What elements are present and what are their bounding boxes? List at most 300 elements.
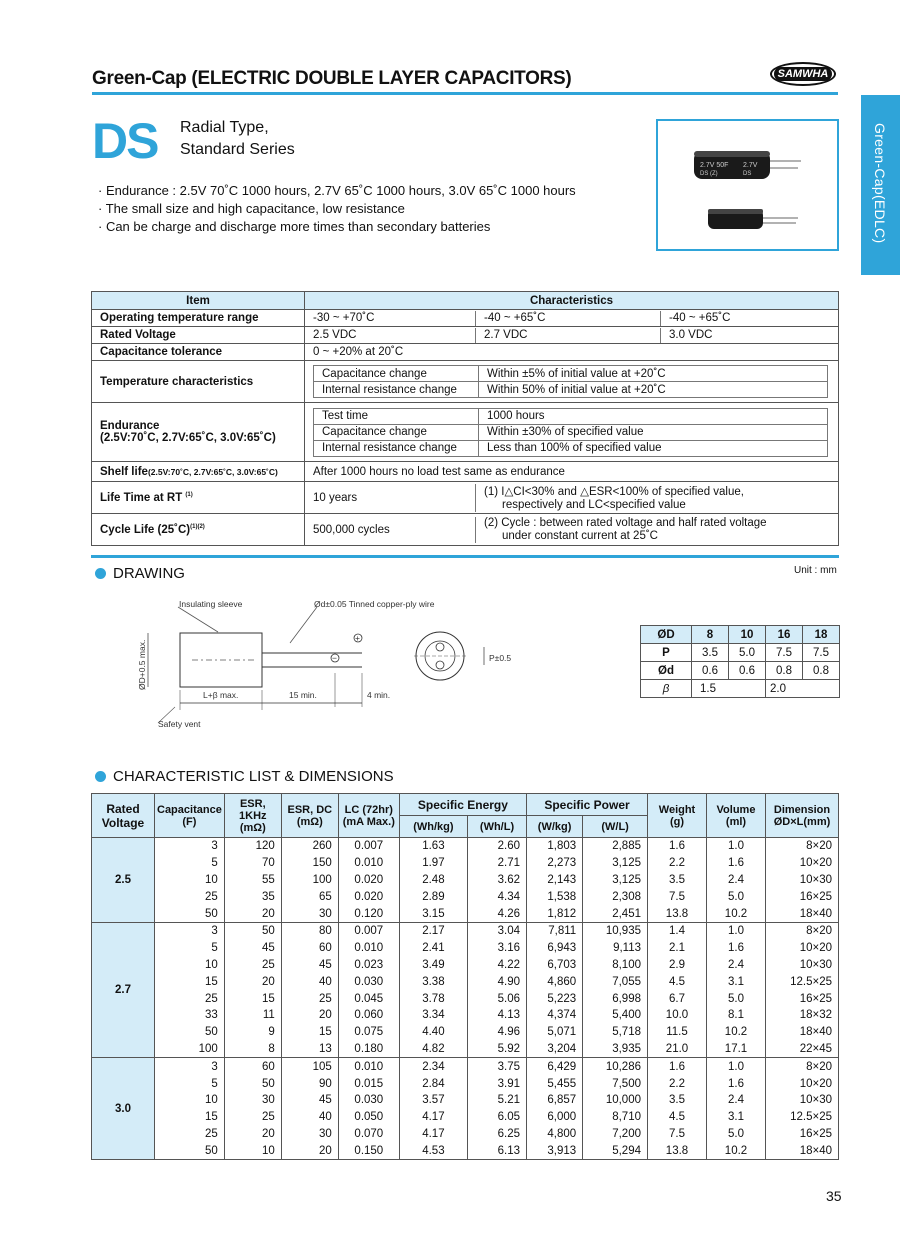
table-cell: 100 [155, 1041, 225, 1058]
dimension-header [766, 794, 839, 838]
table-cell: 45 [281, 1092, 338, 1109]
photo-label: DS [743, 171, 752, 177]
dim-cell: 5.0 [729, 644, 766, 662]
table-cell: 150 [281, 855, 338, 872]
table-cell: 3.75 [468, 1058, 527, 1075]
note-2 [476, 517, 839, 543]
table-cell: 2.4 [707, 957, 766, 974]
table-cell: 0.010 [338, 940, 399, 957]
table-cell: 6,000 [527, 1109, 583, 1126]
cycle-life-sup: (1)(2) [190, 523, 205, 530]
shelf-life-label [92, 462, 305, 482]
item-header: Item [92, 292, 305, 310]
table-cell: 11 [224, 1007, 281, 1024]
table-cell: 5.0 [707, 888, 766, 905]
series-subtitle-1: Radial Type, [180, 119, 269, 136]
table-cell: 4.90 [468, 973, 527, 990]
rated-voltage-label: Rated Voltage [92, 327, 305, 344]
table-cell: 8 [224, 1041, 281, 1058]
table-cell: 10×30 [766, 872, 839, 889]
endur-row-value: Less than 100% of specified value [479, 440, 828, 456]
life-time-label-text: Life Time at RT [100, 491, 183, 504]
table-cell: 2.48 [399, 872, 467, 889]
table-cell: 3.15 [399, 905, 467, 922]
photo-label: 2.7V 50F [700, 162, 729, 169]
op-range-3-0: -40 ~ +65˚C [669, 312, 731, 324]
sp-w-l-header: (W/L) [583, 816, 648, 838]
table-cell: 20 [281, 1007, 338, 1024]
table-cell: 4.5 [648, 973, 707, 990]
table-cell: 1.0 [707, 922, 766, 939]
table-cell: 16×25 [766, 990, 839, 1007]
cycle-life-label [92, 514, 305, 546]
life-time-value: 10 years [305, 484, 476, 512]
table-cell: 4,374 [527, 1007, 583, 1024]
table-cell: 5.06 [468, 990, 527, 1007]
table-cell: 40 [281, 1109, 338, 1126]
table-cell: 17.1 [707, 1041, 766, 1058]
lead-4-label: 4 min. [367, 690, 391, 700]
dim-cell: 7.5 [803, 644, 840, 662]
table-cell: 13.8 [648, 1142, 707, 1159]
table-cell: 20 [224, 905, 281, 922]
table-cell: 50 [224, 1075, 281, 1092]
note-2-line-2: under constant current at 25˚C [502, 529, 658, 542]
dim-cell: 16 [766, 626, 803, 644]
table-cell: 11.5 [648, 1024, 707, 1041]
table-cell: 5 [155, 855, 225, 872]
table-cell: 15 [224, 990, 281, 1007]
table-cell: 10.2 [707, 905, 766, 922]
table-row [92, 990, 839, 1007]
table-cell: 50 [155, 905, 225, 922]
table-cell: 20 [224, 1126, 281, 1143]
rated-2-7: 2.7 VDC [476, 328, 661, 343]
table-cell: 8×20 [766, 922, 839, 939]
table-cell: 45 [224, 940, 281, 957]
table-cell: 45 [281, 957, 338, 974]
table-cell: 2.2 [648, 855, 707, 872]
table-cell: 5.0 [707, 990, 766, 1007]
hdr-line: Volume [716, 803, 756, 816]
table-cell: 5,294 [583, 1142, 648, 1159]
life-time-label [92, 482, 305, 514]
table-cell: 5,223 [527, 990, 583, 1007]
char-list-title: CHARACTERISTIC LIST & DIMENSIONS [113, 768, 394, 785]
table-cell: 1.6 [707, 940, 766, 957]
table-cell: 2,308 [583, 888, 648, 905]
table-cell: 8.1 [707, 1007, 766, 1024]
dim-cell: 8 [692, 626, 729, 644]
hdr-line: Weight [658, 803, 696, 816]
table-cell: 7,055 [583, 973, 648, 990]
table-cell: 3,204 [527, 1041, 583, 1058]
table-cell: 10.0 [648, 1007, 707, 1024]
table-cell: 4.34 [468, 888, 527, 905]
table-cell: 6,857 [527, 1092, 583, 1109]
table-row [92, 1041, 839, 1058]
table-cell: 4.13 [468, 1007, 527, 1024]
table-cell: 5.21 [468, 1092, 527, 1109]
vent-label: Safety vent [158, 719, 201, 729]
section-divider [91, 555, 839, 558]
table-cell: 18×32 [766, 1007, 839, 1024]
table-cell: 2.34 [399, 1058, 467, 1075]
table-cell: 3.5 [648, 872, 707, 889]
table-cell: 4.53 [399, 1142, 467, 1159]
op-range-label: Operating temperature range [92, 310, 305, 327]
table-cell: 2.84 [399, 1075, 467, 1092]
feature-item: · The small size and high capacitance, low resistance [98, 201, 405, 216]
rated-voltage-cell: 2.7 [92, 922, 155, 1057]
table-cell: 15 [281, 1024, 338, 1041]
table-cell: 1,803 [527, 838, 583, 855]
table-cell: 120 [224, 838, 281, 855]
table-cell: 7.5 [648, 888, 707, 905]
table-cell: 50 [155, 1142, 225, 1159]
table-cell: 0.007 [338, 922, 399, 939]
table-cell: 25 [224, 957, 281, 974]
table-cell: 16×25 [766, 888, 839, 905]
table-cell: 20 [224, 973, 281, 990]
temp-row-value: Within ±5% of initial value at +20˚C [479, 366, 828, 382]
tolerance-value: 0 ~ +20% at 20˚C [305, 344, 839, 361]
table-cell: 2.89 [399, 888, 467, 905]
table-cell: 3.16 [468, 940, 527, 957]
table-cell: 3.78 [399, 990, 467, 1007]
endur-row-value: 1000 hours [479, 408, 828, 424]
endur-row-value: Within ±30% of specified value [479, 424, 828, 440]
page-number: 35 [826, 1188, 842, 1204]
op-range-2-7: -40 ~ +65˚C [476, 311, 661, 326]
dim-head: β [641, 680, 692, 698]
table-cell: 2,451 [583, 905, 648, 922]
table-cell: 1.6 [648, 1058, 707, 1075]
table-cell: 3 [155, 838, 225, 855]
table-cell: 10×20 [766, 855, 839, 872]
table-cell: 18×40 [766, 905, 839, 922]
table-cell: 10 [155, 957, 225, 974]
table-cell: 4.17 [399, 1109, 467, 1126]
table-cell: 1.6 [648, 838, 707, 855]
table-cell: 30 [281, 905, 338, 922]
table-cell: 9,113 [583, 940, 648, 957]
dim-cell: 1.5 [692, 680, 766, 698]
esr-ac-header [224, 794, 281, 838]
table-row [92, 1142, 839, 1159]
table-row [92, 922, 839, 939]
table-cell: 10 [155, 872, 225, 889]
hdr-line: Dimension [773, 803, 831, 816]
table-cell: 6,429 [527, 1058, 583, 1075]
table-cell: 7,811 [527, 922, 583, 939]
characteristic-list-table [91, 793, 839, 1160]
table-cell: 0.150 [338, 1142, 399, 1159]
table-cell: 1.6 [707, 855, 766, 872]
table-cell: 25 [155, 1126, 225, 1143]
table-cell: 100 [281, 872, 338, 889]
dim-cell: 0.6 [729, 662, 766, 680]
table-cell: 0.030 [338, 973, 399, 990]
table-cell: 2.9 [648, 957, 707, 974]
table-cell: 10×20 [766, 940, 839, 957]
rated-3-0: 3.0 VDC [669, 329, 713, 341]
table-cell: 10,000 [583, 1092, 648, 1109]
hdr-line: LC (72hr) [344, 803, 393, 816]
table-cell: 3 [155, 1058, 225, 1075]
table-cell: 2.4 [707, 1092, 766, 1109]
specific-energy-header: Specific Energy [399, 794, 526, 816]
table-cell: 1.97 [399, 855, 467, 872]
table-cell: 20 [281, 1142, 338, 1159]
table-cell: 60 [281, 940, 338, 957]
op-range-2-5: -30 ~ +70˚C [305, 311, 476, 326]
table-cell: 30 [224, 1092, 281, 1109]
table-cell: 260 [281, 838, 338, 855]
table-cell: 2.1 [648, 940, 707, 957]
table-cell: 25 [281, 990, 338, 1007]
specification-table [91, 291, 839, 546]
table-cell: 0.020 [338, 888, 399, 905]
table-cell: 0.075 [338, 1024, 399, 1041]
table-cell: 70 [224, 855, 281, 872]
shelf-life-label-text: Shelf life [100, 465, 148, 478]
cycle-life-label-text: Cycle Life (25˚C) [100, 523, 191, 536]
title-divider [92, 92, 838, 95]
table-cell: 40 [281, 973, 338, 990]
table-cell: 3,125 [583, 855, 648, 872]
table-cell: 21.0 [648, 1041, 707, 1058]
table-cell: 2.17 [399, 922, 467, 939]
table-cell: 4.96 [468, 1024, 527, 1041]
table-cell: 5,718 [583, 1024, 648, 1041]
table-row [92, 888, 839, 905]
table-cell: 4.17 [399, 1126, 467, 1143]
endur-row-label: Test time [314, 408, 479, 424]
table-cell: 22×45 [766, 1041, 839, 1058]
endurance-label [92, 403, 305, 462]
table-cell: 13.8 [648, 905, 707, 922]
table-cell: 50 [224, 922, 281, 939]
table-cell: 6.13 [468, 1142, 527, 1159]
table-cell: 5,455 [527, 1075, 583, 1092]
weight-header [648, 794, 707, 838]
table-cell: 12.5×25 [766, 973, 839, 990]
table-cell: 4.40 [399, 1024, 467, 1041]
table-cell: 0.007 [338, 838, 399, 855]
table-cell: 5.0 [707, 1126, 766, 1143]
table-cell: 0.120 [338, 905, 399, 922]
table-cell: 1,812 [527, 905, 583, 922]
table-cell: 2.60 [468, 838, 527, 855]
table-cell: 4,860 [527, 973, 583, 990]
table-cell: 3.91 [468, 1075, 527, 1092]
table-cell: 0.010 [338, 1058, 399, 1075]
photo-label: DS (Z) [700, 171, 718, 177]
table-cell: 3.5 [648, 1092, 707, 1109]
table-row [92, 1126, 839, 1143]
table-cell: 6,998 [583, 990, 648, 1007]
series-subtitle-2: Standard Series [180, 141, 295, 158]
note-1 [476, 484, 839, 512]
table-cell: 18×40 [766, 1024, 839, 1041]
table-cell: 2,273 [527, 855, 583, 872]
table-cell: 6.25 [468, 1126, 527, 1143]
table-cell: 0.180 [338, 1041, 399, 1058]
temp-row-label: Capacitance change [314, 366, 479, 382]
hdr-line: (mΩ) [239, 821, 266, 834]
shelf-life-label-small: (2.5V:70˚C, 2.7V:65˚C, 3.0V:65˚C) [147, 466, 278, 477]
table-cell: 30 [281, 1126, 338, 1143]
table-cell: 10×30 [766, 957, 839, 974]
table-row [92, 940, 839, 957]
se-wh-kg-header: (Wh/kg) [399, 816, 467, 838]
table-cell: 80 [281, 922, 338, 939]
tolerance-label: Capacitance tolerance [92, 344, 305, 361]
table-cell: 10×30 [766, 1092, 839, 1109]
samwha-logo [770, 62, 836, 86]
se-wh-l-header: (Wh/L) [468, 816, 527, 838]
dim-head: Ød [641, 662, 692, 680]
table-cell: 55 [224, 872, 281, 889]
table-cell: 1.63 [399, 838, 467, 855]
table-cell: 6.05 [468, 1109, 527, 1126]
table-cell: 2.71 [468, 855, 527, 872]
esr-dc-header [281, 794, 338, 838]
temp-row-value: Within 50% of initial value at +20˚C [479, 382, 828, 398]
side-tab[interactable] [861, 95, 900, 275]
sleeve-label: Insulating sleeve [179, 599, 243, 609]
table-cell: 8×20 [766, 1058, 839, 1075]
rated-voltage-cell: 2.5 [92, 838, 155, 923]
table-cell: 5,400 [583, 1007, 648, 1024]
table-cell: 2.41 [399, 940, 467, 957]
table-row [92, 855, 839, 872]
table-cell: 1.0 [707, 838, 766, 855]
table-cell: 10 [224, 1142, 281, 1159]
series-code: DS [92, 113, 158, 169]
table-row [92, 957, 839, 974]
table-cell: 65 [281, 888, 338, 905]
table-cell: 35 [224, 888, 281, 905]
capacitance-header [155, 794, 225, 838]
table-cell: 3.34 [399, 1007, 467, 1024]
life-time-sup: (1) [185, 491, 193, 498]
table-cell: 10×20 [766, 1075, 839, 1092]
table-cell: 6,703 [527, 957, 583, 974]
table-cell: 2.4 [707, 872, 766, 889]
endurance-label-1: Endurance [100, 420, 160, 432]
table-cell: 5,071 [527, 1024, 583, 1041]
temp-char-subtable [313, 365, 828, 398]
table-cell: 3.57 [399, 1092, 467, 1109]
hdr-line: Capacitance [157, 803, 222, 816]
dim-cell: 2.0 [766, 680, 840, 698]
capacitor-image [658, 121, 837, 249]
side-tab-label: Green-Cap(EDLC) [872, 123, 888, 244]
table-cell: 3.38 [399, 973, 467, 990]
table-cell: 2.2 [648, 1075, 707, 1092]
rated-voltage-header [92, 794, 155, 838]
rated-voltage-cell: 3.0 [92, 1058, 155, 1160]
table-cell: 4.26 [468, 905, 527, 922]
endurance-label-2: (2.5V:70˚C, 2.7V:65˚C, 3.0V:65˚C) [100, 432, 276, 444]
bullet-icon [95, 568, 106, 579]
volume-header [707, 794, 766, 838]
table-cell: 10,935 [583, 922, 648, 939]
rated-2-5: 2.5 VDC [305, 328, 476, 343]
table-cell: 15 [155, 973, 225, 990]
hdr-line: ESR, DC [287, 803, 333, 816]
table-cell: 5 [155, 1075, 225, 1092]
table-cell: 6,943 [527, 940, 583, 957]
table-cell: 3.1 [707, 1109, 766, 1126]
unit-label: Unit : mm [794, 565, 837, 576]
table-cell: 0.010 [338, 855, 399, 872]
table-cell: 3 [155, 922, 225, 939]
hdr-line: ØD×L(mm) [773, 815, 831, 828]
bullet-icon [95, 771, 106, 782]
table-cell: 10 [155, 1092, 225, 1109]
hdr-line: ESR, 1KHz [239, 797, 267, 822]
table-cell: 3.62 [468, 872, 527, 889]
table-cell: 4.82 [399, 1041, 467, 1058]
specific-power-header: Specific Power [527, 794, 648, 816]
dim-cell: 18 [803, 626, 840, 644]
table-cell: 12.5×25 [766, 1109, 839, 1126]
minus-icon: − [332, 653, 337, 663]
table-row [92, 973, 839, 990]
table-row [92, 905, 839, 922]
table-cell: 25 [224, 1109, 281, 1126]
table-cell: 4,800 [527, 1126, 583, 1143]
char-list-body [92, 838, 839, 1160]
table-cell: 6.7 [648, 990, 707, 1007]
table-cell: 25 [155, 888, 225, 905]
dim-head: P [641, 644, 692, 662]
hdr-line: Voltage [101, 815, 145, 830]
table-cell: 7,200 [583, 1126, 648, 1143]
table-row [92, 872, 839, 889]
feature-item: · Endurance : 2.5V 70˚C 1000 hours, 2.7V 65˚C 1000 hours, 3.0V 65˚C 1000 hours [98, 183, 576, 198]
table-cell: 3.49 [399, 957, 467, 974]
table-row [92, 1024, 839, 1041]
table-cell: 8,100 [583, 957, 648, 974]
endur-row-label: Capacitance change [314, 424, 479, 440]
table-cell: 5 [155, 940, 225, 957]
table-cell: 0.045 [338, 990, 399, 1007]
table-cell: 0.020 [338, 872, 399, 889]
hdr-line: (g) [669, 815, 685, 828]
table-cell: 1.6 [707, 1075, 766, 1092]
endurance-subtable [313, 408, 828, 457]
logo-text: SAMWHA [774, 67, 833, 81]
table-cell: 105 [281, 1058, 338, 1075]
dim-cell: 0.6 [692, 662, 729, 680]
hdr-line: Rated [106, 801, 140, 816]
temp-char-label: Temperature characteristics [92, 361, 305, 403]
table-cell: 0.070 [338, 1126, 399, 1143]
table-cell: 2,143 [527, 872, 583, 889]
lead-15-label: 15 min. [289, 690, 317, 700]
wire-label: Ød±0.05 Tinned copper-ply wire [314, 599, 435, 609]
table-cell: 33 [155, 1007, 225, 1024]
drawing-title: DRAWING [113, 565, 185, 582]
table-cell: 90 [281, 1075, 338, 1092]
table-cell: 0.050 [338, 1109, 399, 1126]
dim-head: ØD [641, 626, 692, 644]
length-label: L+β max. [203, 690, 239, 700]
